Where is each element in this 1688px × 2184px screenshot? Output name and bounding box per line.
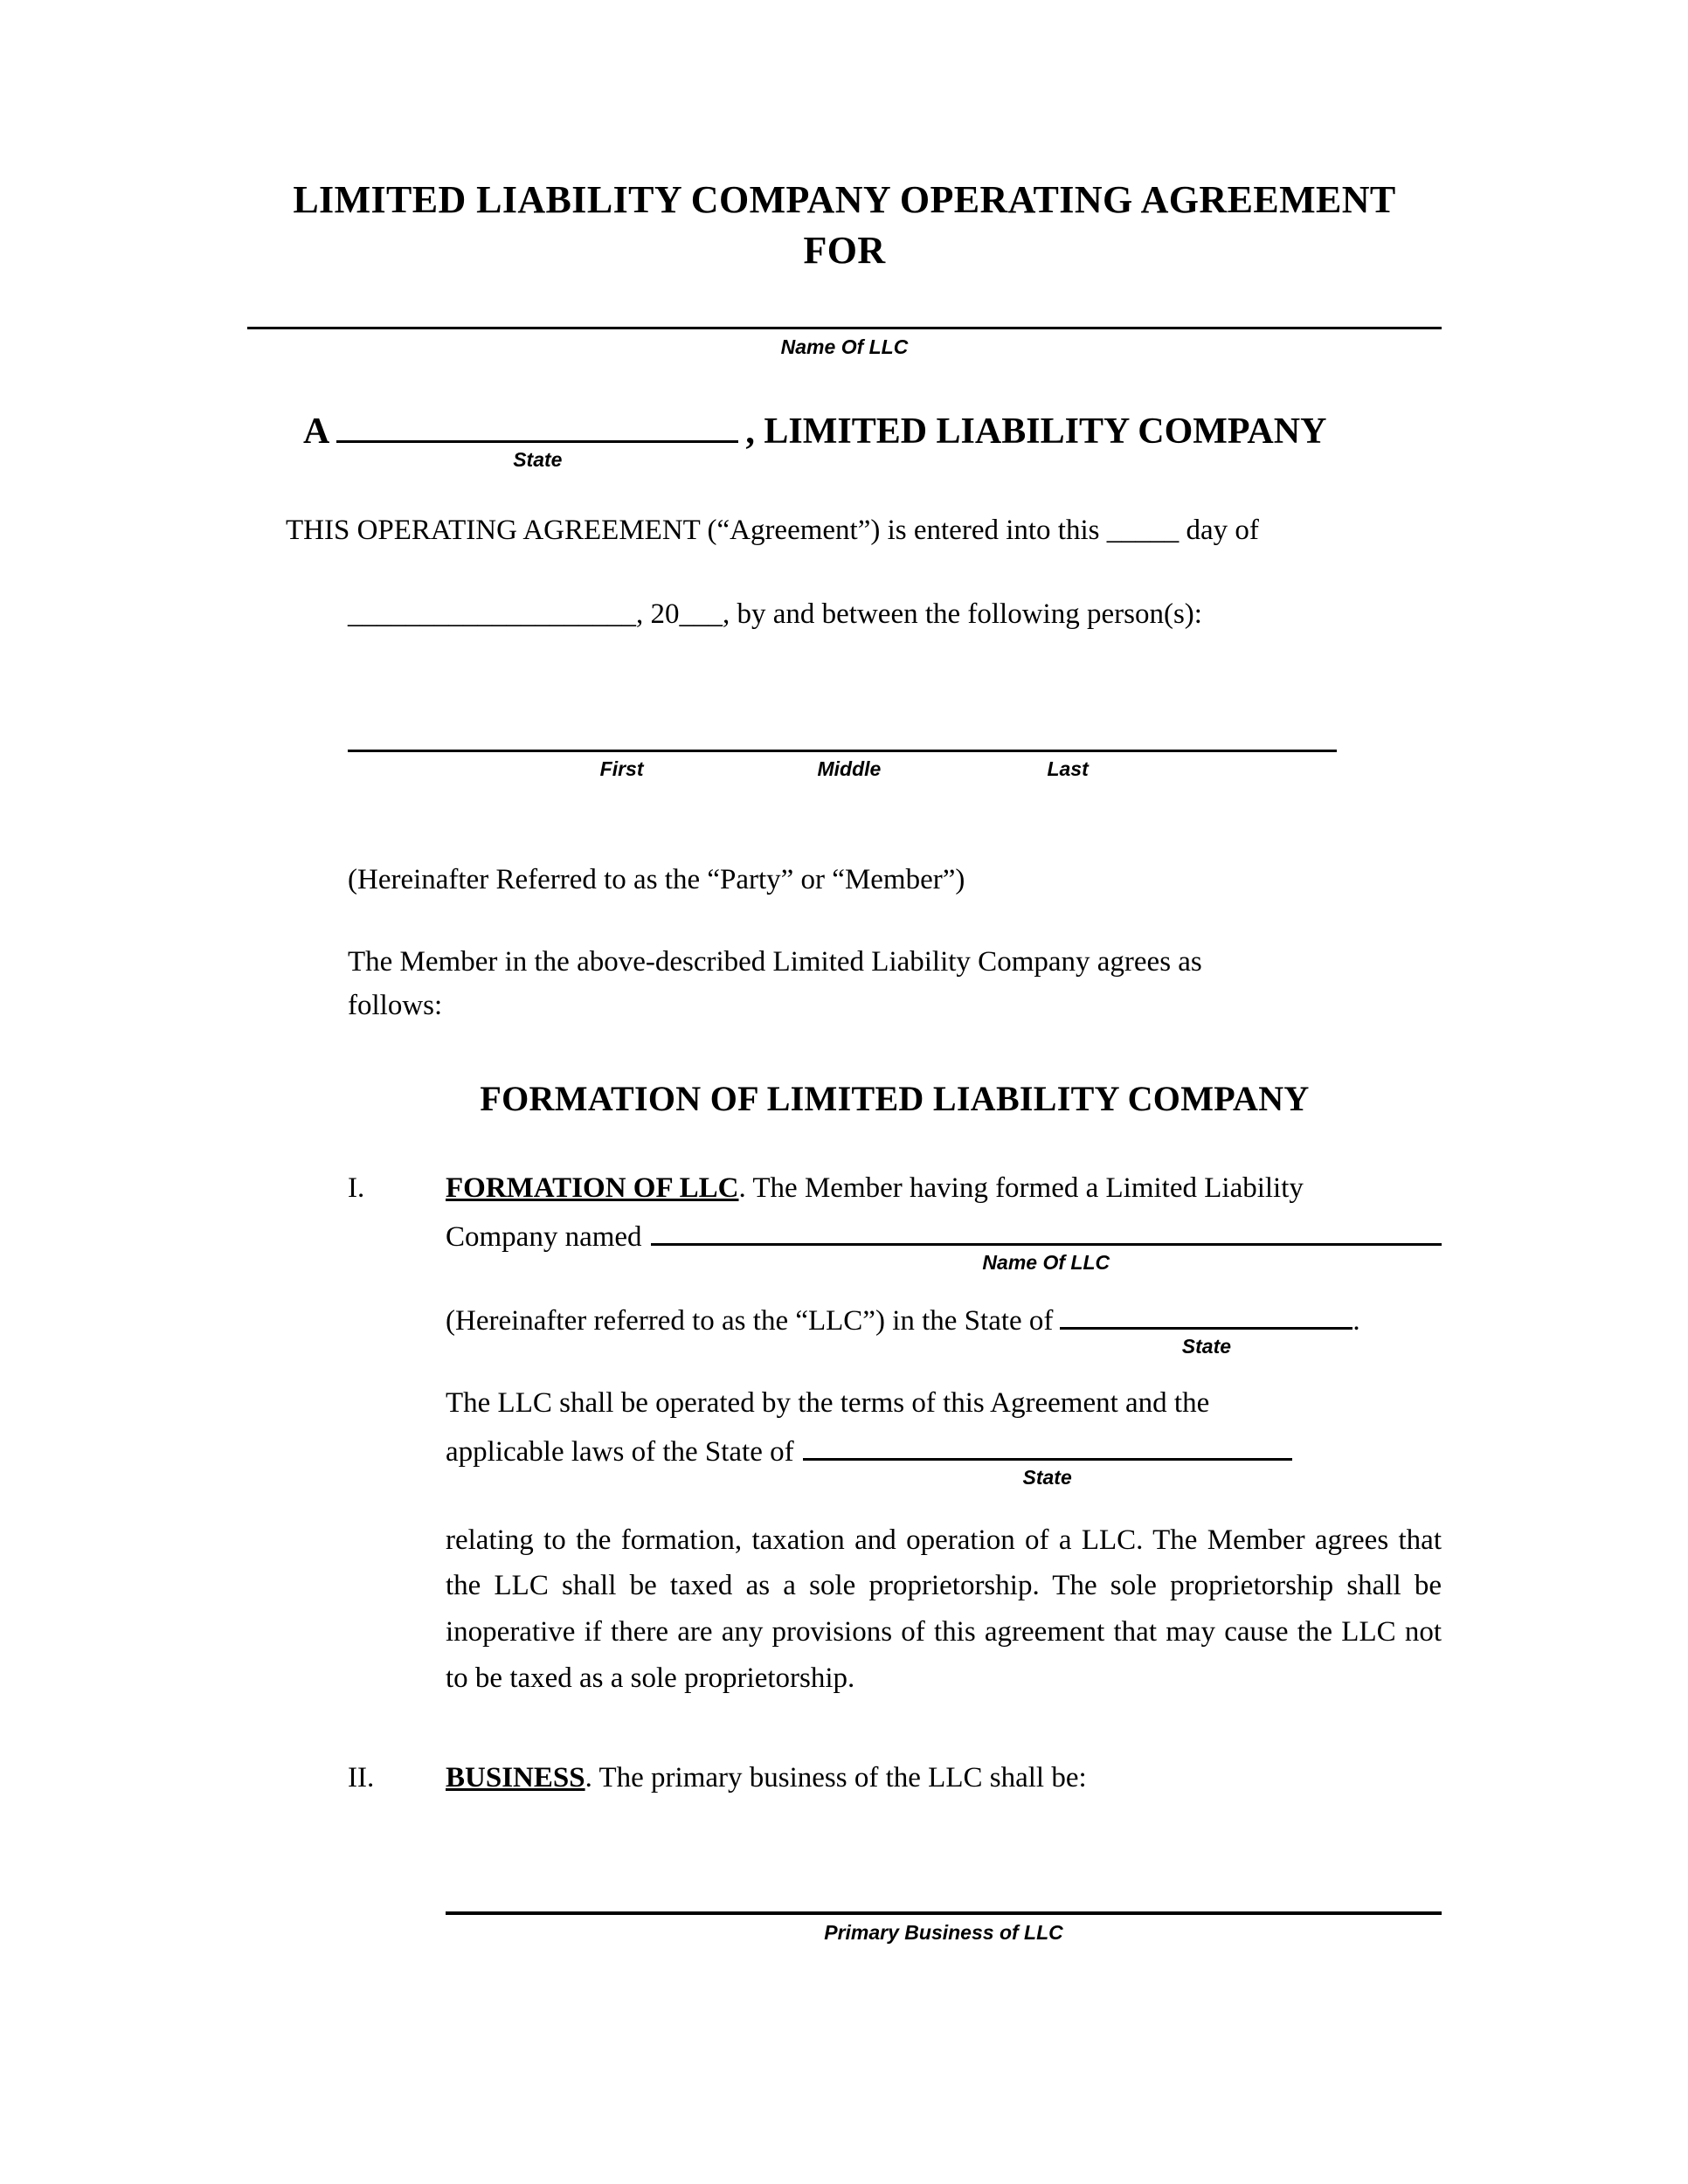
member-name-field-block (348, 750, 1337, 784)
document-title (247, 175, 1442, 276)
item2-after-heading: . The primary business of the LLC shall be: (585, 1761, 1087, 1794)
item1-operated-line2 (446, 1432, 1442, 1489)
member-agrees-line1: The Member in the above-described Limited Liability Company agrees as (348, 946, 1202, 978)
list-item-formation (348, 1168, 1442, 1701)
item1-hereinafter-llc-period: . (1352, 1305, 1360, 1337)
primary-business-field-block (446, 1911, 1442, 1946)
item2-heading: BUSINESS (446, 1761, 585, 1794)
state-field-2[interactable] (1060, 1327, 1352, 1358)
item1-relating-paragraph: relating to the formation, taxation and operation of a LLC. The Member agrees that the LLC shall be taxed as a sole proprietorship. The sole proprietorship shall be inoperative if there are any provisions of this agreement that may cause the LLC not to be taxed as a sole proprietorship. (446, 1524, 1442, 1695)
member-name-labels (348, 757, 1337, 784)
state-field-label: State (513, 447, 563, 471)
state-field[interactable] (336, 440, 738, 471)
document-title-line2: FOR (803, 229, 886, 273)
section-heading: FORMATION OF LIMITED LIABILITY COMPANY (480, 1079, 1310, 1119)
document-title-line1: LIMITED LIABILITY COMPANY OPERATING AGREEMENT (293, 178, 1396, 221)
middle-name-label: Middle (817, 757, 882, 780)
last-name-label: Last (1047, 757, 1089, 780)
member-agrees-paragraph (348, 941, 1442, 1027)
state-field-3-label: State (1022, 1465, 1072, 1489)
first-name-label: First (599, 757, 644, 780)
intro-paragraph-line2: ____________________, 20___, by and between the following person(s): (348, 598, 1202, 630)
primary-business-field[interactable] (446, 1911, 1442, 1915)
llc-name-field-2[interactable] (651, 1243, 1442, 1275)
llc-name-field[interactable] (247, 327, 1442, 329)
item1-line1 (446, 1168, 1442, 1210)
state-field-2-label: State (1181, 1335, 1232, 1358)
llc-name-field-2-label: Name Of LLC (982, 1251, 1110, 1275)
item2-numeral: II. (348, 1761, 375, 1794)
member-agrees-line2: follows: (348, 989, 443, 1021)
item1-heading: FORMATION OF LLC (446, 1172, 739, 1205)
item2-line1 (446, 1758, 1442, 1800)
item1-hereinafter-llc-text: (Hereinafter referred to as the “LLC”) in the State of (446, 1305, 1054, 1337)
subtitle-suffix: , LIMITED LIABILITY COMPANY (745, 411, 1327, 452)
subtitle-line (303, 411, 1442, 471)
subtitle-prefix: A (303, 411, 330, 452)
item1-hereinafter-llc-line (446, 1301, 1442, 1358)
list-item-business (348, 1758, 1442, 1800)
primary-business-label: Primary Business of LLC (824, 1920, 1063, 1944)
llc-name-label: Name Of LLC (780, 335, 909, 359)
intro-paragraph-line1: THIS OPERATING AGREEMENT (“Agreement”) is entered into this _____ day of (286, 514, 1259, 546)
item1-operated-line2-text: applicable laws of the State of (446, 1435, 794, 1468)
item1-after-heading: . The Member having formed a Limited Liability (738, 1172, 1304, 1205)
item1-numeral: I. (348, 1172, 365, 1205)
item1-company-named-line (446, 1217, 1442, 1275)
item1-company-named-text: Company named (446, 1221, 642, 1254)
item1-operated-line1: The LLC shall be operated by the terms of this Agreement and the (446, 1386, 1210, 1419)
member-name-field[interactable] (348, 750, 1337, 752)
hereinafter-party-text: (Hereinafter Referred to as the “Party” or “Member”) (348, 863, 965, 895)
state-field-3[interactable] (803, 1458, 1292, 1489)
